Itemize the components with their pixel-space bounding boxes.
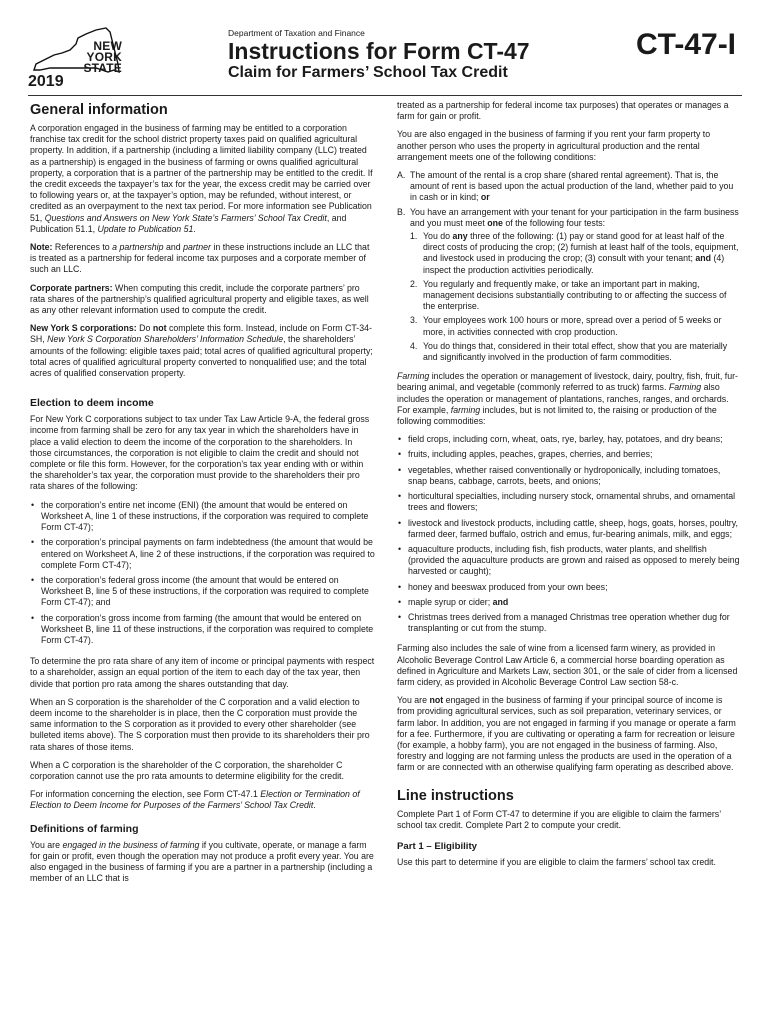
s-corp-shareholder-paragraph: When an S corporation is the shareholder of the C corporation and a valid election to deem income to the shareholder is in place, then the C corporation must provide the same information to the S corporation as it provided to every other shareholder (see bulleted items above). The S corporation must then provide to its shareholders their pro rata shares of those items.: [30, 696, 370, 752]
condition-a: A. The amount of the rental is a crop share (shared rental agreement). That is, the amount of rent is based upon the actual production of the land, whether paid to you in cash or in kind; or: [397, 170, 734, 203]
commodities-list: [397, 434, 741, 634]
c-corp-shareholder-paragraph: When a C corporation is the shareholder of the C corporation, the shareholder C corporation cannot use the pro rata amounts to determine eligibility for the credit.: [30, 759, 344, 781]
line-instructions-heading: Line instructions: [397, 787, 514, 804]
left-column: [30, 100, 375, 891]
list-item: • field crops, including corn, wheat, oats, rye, barley, hay, potatoes, and dry beans;: [397, 434, 741, 445]
list-item: • maple syrup or cider; and: [397, 597, 741, 608]
document-subtitle: Claim for Farmers’ School Tax Credit: [228, 64, 508, 81]
logo-line-york: YORK: [86, 50, 122, 64]
header-divider: [28, 95, 742, 96]
list-item: • the corporation’s principal payments on farm indebtedness (the amount that would be entered on Worksheet A, line 2 of these instructions, if the corporation was required to complete Form CT-47);: [30, 537, 375, 571]
part1-heading: Part 1 – Eligibility: [397, 840, 477, 852]
wine-paragraph: Farming also includes the sale of wine from a licensed farm winery, as provided in Alcoholic Beverage Control Law Article 6, a commercial horse boarding operation as defined in Agriculture and Markets Law, section 301, or the sale of cider from a licensed farm cidery, as provided in Alcoholic Beverage Control Law section 58-c.: [397, 643, 738, 687]
definitions-paragraph: You are engaged in the business of farming if you cultivate, operate, or manage a farm for gain or profit, even though the operation may not produce a profit every year. You are also engaged in the business of farming if you are a partner in a partnership (including a member of an LLC that is: [30, 839, 374, 884]
list-item: • fruits, including apples, peaches, grapes, cherries, and berries;: [397, 449, 741, 460]
not-engaged-paragraph: You are not engaged in the business of farming if your principal source of income is from providing agricultural services, such as soil preparation, veterinary services, or farm labor. In addition, you are not engaged in farming if you manage or operate a farm for a fee. Furthermore, if you are cultivating or operating a farm for recreation or leisure (for example, a hobby farm), you are not engaged in the business of farming. Also, forestry and logging are not farming unless the products are used in the operation of a farm or are connected with an otherwise qualifying farm operating as described above.: [397, 695, 736, 773]
logo-line-new: NEW: [93, 39, 122, 53]
general-information-heading: General information: [30, 102, 168, 118]
general-information-paragraph: A corporation engaged in the business of farming may be entitled to a corporation franchise tax credit for the school district property taxes paid on qualified agricultural property. In addition, if a partnership (including a limited liability company (LLC) treated as a partnership) is engaged in the business of farming or owns qualified agricultural property, a corporation that is a partner of the partnership may be entitled to the credit. If the credit exceeds the taxpayer’s tax for the year, the excess credit may be carried over to following years or, at the taxpayer’s option, may be refunded, without interest, or credited as an overpayment to the next tax period. For more information see Publication 51, Questions and Answers on New York State’s Farmers’ School Tax Credit, and Publication 51.1, Update to Publication 51.: [30, 123, 373, 234]
definitions-heading: Definitions of farming: [30, 822, 139, 835]
election-info-paragraph: For information concerning the election, see Form CT-47.1 Election or Termination of Election to Deem Income for Purposes of the Farmers’ School Tax Credit.: [30, 789, 360, 811]
list-item: • Christmas trees derived from a managed Christmas tree operation whether dug for transplanting or cut from the stump.: [397, 612, 741, 634]
list-item: • the corporation’s gross income from farming (the amount that would be entered on Worksheet B, line 11 of these instructions, if the corporation was required to complete Form CT-47).: [30, 613, 375, 647]
corporate-partners-paragraph: Corporate partners: When computing this credit, include the corporate partners’ pro rata shares of the partnership’s qualified agricultural property and eligible taxes, as well as any other relevant information used to compute the credit.: [30, 282, 369, 316]
condition-b: B. You have an arrangement with your tenant for your participation in the farm business and you must meet one of the following four tests: 1. You do any three of the following: (1) pay or stand good for at least half of the direct costs of producing the crop; (2) furnish at least half of the tools, equipment, and livestock used in producing the crop; (3) consult with your tenant; and (4) inspect the production activities periodically. 2. You regularly and frequently make, or take an important part in making, management decisions substantially contributing to or affecting the success of the enterprise. 3. Your employees work 100 hours or more, spread over a period of 5 weeks or more, in activities connected with crop production. 4. You do things that, considered in their total effect, show that you are materially and significantly involved in the production of farm commodities.: [397, 207, 741, 364]
list-item: 4. You do things that, considered in their total effect, show that you are materially and significantly involved in the production of farm commodities.: [410, 340, 728, 363]
election-paragraph: For New York C corporations subject to tax under Tax Law Article 9-A, the federal gross income from farming shall be zero for any tax year in which the shareholders have in place a valid election to deem the income of the corporation to the shareholders. In those circumstances, the corporation is not eligible to claim the credit and should not complete or file this form. However, for the corporation’s tax year ending with or within the shareholder’s tax year, the corporation must provide to the shareholders their pro rata shares of the following:: [30, 414, 370, 492]
nys-logo: [26, 26, 136, 92]
note-paragraph: Note: References to a partnership and partner in these instructions include an LLC that is treated as a partnership for federal income tax purposes and a corporate member of such an LLC.: [30, 242, 370, 275]
list-item: • the corporation’s entire net income (ENI) (the amount that would be entered on Worksheet A, line 1 of these instructions, if the corporation was required to complete Form CT-47);: [30, 500, 375, 534]
election-bullet-list: [30, 500, 375, 646]
s-corporations-paragraph: New York S corporations: Do not complete this form. Instead, include on Form CT-34-SH, New York S Corporation Shareholders’ Information Schedule, the shareholders’ amounts of the following: eligible taxes paid; total acres of qualified agricultural property; total acres of qualified agricultural property converted to nonqualified use; and the total acres of qualified conservation property.: [30, 323, 373, 379]
list-item: • vegetables, whether raised conventionally or hydroponically, including tomatoes, snap beans, cabbage, carrots, beets, and onions;: [397, 465, 741, 487]
list-item: • honey and beeswax produced from your own bees;: [397, 582, 741, 593]
conditions-list: [397, 170, 741, 363]
list-item: • the corporation’s federal gross income (the amount that would be entered on Worksheet B, line 5 of these instructions, if the corporation was required to complete Form CT-47); and: [30, 575, 375, 609]
right-column: [397, 100, 741, 875]
list-item: • horticultural specialties, including nursery stock, ornamental shrubs, and ornamental trees and flowers;: [397, 491, 741, 513]
election-heading: Election to deem income: [30, 397, 154, 410]
part1-paragraph: Use this part to determine if you are eligible to claim the farmers’ school tax credit.: [397, 856, 716, 867]
list-item: 3. Your employees work 100 hours or more, spread over a period of 5 weeks or more, in activities connected with crop production.: [410, 315, 722, 337]
list-item: 1. You do any three of the following: (1) pay or stand good for at least half of the direct costs of producing the crop; (2) furnish at least half of the tools, equipment, and livestock used in producing the crop; (3) consult with your tenant; and (4) inspect the production activities periodically.: [410, 231, 739, 275]
line-instructions-paragraph: Complete Part 1 of Form CT-47 to determine if you are eligible to claim the farmers’ school tax credit. Complete Part 2 to compute your credit.: [397, 808, 721, 830]
rent-paragraph: You are also engaged in the business of farming if you rent your farm property to another person who uses the property in agricultural production and the rental arrangement meets one of the following conditions:: [397, 129, 711, 162]
logo-line-state: STATE: [83, 61, 122, 75]
list-item: • livestock and livestock products, including cattle, sheep, hogs, goats, horses, poultry, farmed deer, farmed buffalo, ostrich and emus, fur-bearing animals, milk, and eggs;: [397, 518, 741, 540]
tests-list: [410, 231, 741, 363]
pro-rata-paragraph: To determine the pro rata share of any item of income or principal payments with respect to a shareholder, assign an equal portion of the item to each day of the tax year, then divide that portion pro rata among the shares outstanding that day.: [30, 656, 375, 689]
list-item: 2. You regularly and frequently make, or take an important part in making, management decisions substantially contributing to or affecting the success of the enterprise.: [410, 278, 727, 312]
farming-definition-paragraph: Farming includes the operation or management of livestock, dairy, poultry, fish, fruit, fur-bearing animal, and vegetable (commonly referred to as truck) farms. Farming also includes the operation or management of plantations, ranches, ranges, and orchards. For example, farming includes, but is not limited to, the raising or production of the following commodities:: [397, 371, 738, 427]
department-name: Department of Taxation and Finance: [228, 28, 365, 38]
list-item: • aquaculture products, including fish, fish products, water plants, and shellfish (provided the aquaculture products are grown and raised as opposed to merely being harvested or caught);: [397, 544, 741, 578]
form-id: CT-47-I: [636, 28, 737, 61]
continued-paragraph: treated as a partnership for federal income tax purposes) that operates or manages a farm for gain or profit.: [397, 100, 729, 122]
logo-year: 2019: [28, 73, 64, 90]
document-title: Instructions for Form CT-47: [228, 38, 530, 64]
